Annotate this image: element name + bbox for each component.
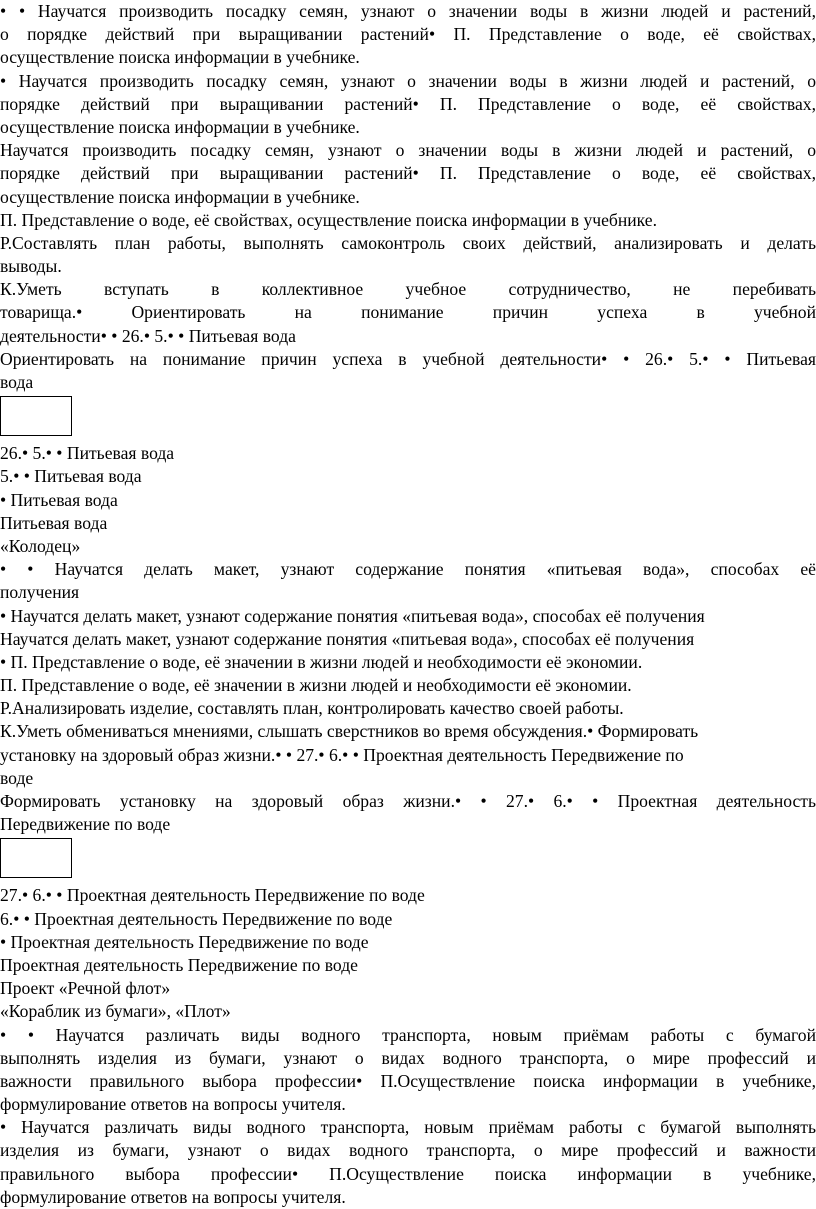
text-line: К.Уметь вступать в коллективное учебное сотрудничество, не перебивать <box>0 279 816 300</box>
text-line: о порядке действий при выращивании растений• П. Представление о воде, её свойствах, <box>0 24 816 45</box>
text-line: П. Представление о воде, её значении в жизни людей и необходимости её экономии. <box>0 675 632 696</box>
text-line: порядке действий при выращивании растений• П. Представление о воде, её свойствах, <box>0 163 816 184</box>
text-line: Передвижение по воде <box>0 814 171 835</box>
empty-table-cell <box>0 396 72 436</box>
text-line: изделия из бумаги, узнают о видах водного транспорта, о мире профессий и важности <box>0 1140 816 1161</box>
text-line: Научатся делать макет, узнают содержание понятия «питьевая вода», способах её получения <box>0 628 695 649</box>
text-line: Формировать установку на здоровый образ жизни.• • 27.• 6.• • Проектная деятельность <box>0 791 816 811</box>
text-block-3 <box>0 884 816 1209</box>
text-line: формулирование ответов на вопросы учителя. <box>0 1186 346 1207</box>
text-line: товарища.• Ориентировать на понимание причин успеха в учебной <box>0 302 816 323</box>
text-line: Питьевая вода <box>0 512 108 533</box>
text-line: деятельности• • 26.• 5.• • Питьевая вода <box>0 325 296 346</box>
text-line: • П. Представление о воде, её значении в жизни людей и необходимости её экономии. <box>0 651 643 672</box>
empty-table-cell <box>0 838 72 878</box>
text-line: • Научатся различать виды водного транспорта, новым приёмам работы с бумагой выполнять <box>0 1117 816 1138</box>
text-line: Проект «Речной флот» <box>0 978 171 999</box>
text-line: «Колодец» <box>0 535 81 556</box>
text-line: «Кораблик из бумаги», «Плот» <box>0 1001 231 1022</box>
text-line: правильного выбора профессии• П.Осуществление поиска информации в учебнике, <box>0 1163 816 1184</box>
text-line: • Научатся делать макет, узнают содержание понятия «питьевая вода», способах её получения <box>0 605 705 626</box>
text-line: воде <box>0 767 34 788</box>
text-line: выполнять изделия из бумаги, узнают о видах водного транспорта, о мире профессий и <box>0 1047 816 1068</box>
text-line: Ориентировать на понимание причин успеха в учебной деятельности• • 26.• 5.• • Питьевая <box>0 348 816 369</box>
text-line: • • Научатся делать макет, узнают содержание понятия «питьевая вода», способах её <box>0 559 816 580</box>
text-line: установку на здоровый образ жизни.• • 27.• 6.• • Проектная деятельность Передвижение по <box>0 744 684 765</box>
text-line: важности правильного выбора профессии• П.Осуществление поиска информации в учебнике, <box>0 1070 816 1091</box>
text-line: 6.• • Проектная деятельность Передвижение по воде <box>0 908 393 929</box>
text-line: 26.• 5.• • Питьевая вода <box>0 443 175 464</box>
text-line: • Проектная деятельность Передвижение по воде <box>0 931 369 952</box>
text-line: осуществление поиска информации в учебнике. <box>0 116 360 137</box>
text-line: получения <box>0 582 80 603</box>
text-line: • Питьевая вода <box>0 489 118 510</box>
text-line: К.Уметь обмениваться мнениями, слышать сверстников во время обсуждения.• Формировать <box>0 721 699 742</box>
text-line: Научатся производить посадку семян, узнают о значении воды в жизни людей и растений, о <box>0 140 816 161</box>
text-block-1 <box>0 0 816 394</box>
text-line: выводы. <box>0 256 62 277</box>
text-line: • • Научатся производить посадку семян, узнают о значении воды в жизни людей и растений, <box>0 1 816 21</box>
text-line: осуществление поиска информации в учебнике. <box>0 47 360 68</box>
text-block-2 <box>0 442 816 836</box>
text-line: 27.• 6.• • Проектная деятельность Передвижение по воде <box>0 885 425 906</box>
text-line: вода <box>0 372 34 392</box>
text-line: Проектная деятельность Передвижение по воде <box>0 954 358 975</box>
text-line: П. Представление о воде, её свойствах, осуществление поиска информации в учебнике. <box>0 209 657 230</box>
text-line: Р.Составлять план работы, выполнять самоконтроль своих действий, анализировать и делать <box>0 232 816 253</box>
text-line: порядке действий при выращивании растений• П. Представление о воде, её свойствах, <box>0 93 816 114</box>
text-line: формулирование ответов на вопросы учителя. <box>0 1094 346 1115</box>
text-line: осуществление поиска информации в учебнике. <box>0 186 360 207</box>
text-line: Р.Анализировать изделие, составлять план, контролировать качество своей работы. <box>0 698 624 719</box>
text-line: • • Научатся различать виды водного транспорта, новым приёмам работы с бумагой <box>0 1024 816 1045</box>
text-line: 5.• • Питьевая вода <box>0 466 142 487</box>
text-line: • Научатся производить посадку семян, узнают о значении воды в жизни людей и растений, о <box>0 70 816 91</box>
